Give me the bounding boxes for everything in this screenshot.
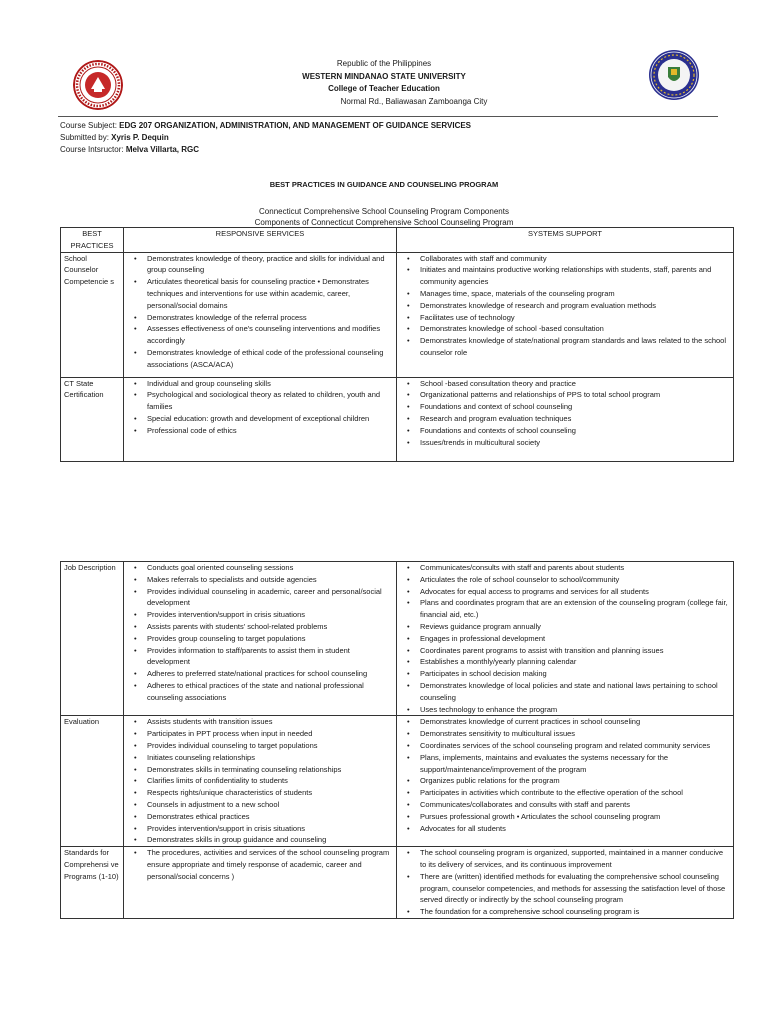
list-item: • Uses technology to enhance the program — [420, 704, 730, 716]
list-item: • School -based consultation theory and practice — [420, 378, 730, 390]
list-item: • Plans and coordinates program that are an extension of the counseling program (college fair, financial aid, etc.) — [420, 597, 730, 621]
republic-line: Republic of the Philippines — [336, 59, 432, 68]
college-name: College of Teacher Education — [328, 84, 440, 93]
table-row — [61, 562, 734, 716]
list-item: • There are (written) identified methods for evaluating the comprehensive school counseling program, counselor competencies, and methods for assessing the satisfaction level of those served directly or indirectly by the school counseling program — [420, 871, 730, 906]
list-item: • Provides intervention/support in crisis situations — [147, 823, 393, 835]
list-item: • Professional code of ethics — [147, 425, 393, 437]
list-item: • Foundations and contexts of school counseling — [420, 425, 730, 437]
list-item: • Plans, implements, maintains and evaluates the systems necessary for the support/maintenance/improvement of the program — [420, 752, 730, 776]
list-item: • Assists parents with students' school-related problems — [147, 621, 393, 633]
list-item: • Demonstrates knowledge of theory, practice and skills for individual and group counseling — [147, 253, 393, 277]
list-item: • The procedures, activities and services of the school counseling program ensure appropriate and timely response of academic, career and personal/social concerns ) — [147, 847, 393, 882]
bullet-list — [127, 562, 393, 704]
subtitle-line-2: Components of Connecticut Comprehensive School Counseling Program — [254, 217, 514, 227]
list-item: • Adheres to ethical practices of the state and national professional counseling associations — [147, 680, 393, 704]
list-item: • Coordinates parent programs to assist with transition and planning issues — [420, 645, 730, 657]
table-row — [61, 252, 734, 377]
list-item: • Establishes a monthly/yearly planning calendar — [420, 656, 730, 668]
bullet-list — [400, 378, 730, 449]
list-item: • Participates in school decision making — [420, 668, 730, 680]
list-item: • Participates in PPT process when input in needed — [147, 728, 393, 740]
best-practices-table-continued — [60, 561, 734, 919]
list-item: • Collaborates with staff and community — [420, 253, 730, 265]
list-item: • Assesses effectiveness of one's counseling interventions and modifies accordingly — [147, 323, 393, 347]
list-item: • Advocates for all students — [420, 823, 730, 835]
row-label: CT State Certification — [61, 377, 124, 461]
responsive-services-cell — [124, 562, 397, 716]
list-item: • Advocates for equal access to programs and services for all students — [420, 586, 730, 598]
list-item: • Counsels in adjustment to a new school — [147, 799, 393, 811]
list-item: • Coordinates services of the school counseling program and related community services — [420, 740, 730, 752]
list-item: • Demonstrates knowledge of ethical code of the professional counseling associations (ASCA/ACA) — [147, 347, 393, 371]
list-item: • Initiates counseling relationships — [147, 752, 393, 764]
bullet-list — [400, 716, 730, 834]
list-item: • Engages in professional development — [420, 633, 730, 645]
row-label: Evaluation — [61, 716, 124, 847]
bullet-list — [127, 847, 393, 882]
document-title: BEST PRACTICES IN GUIDANCE AND COUNSELING PROGRAM — [269, 180, 499, 189]
university-name: WESTERN MINDANAO STATE UNIVERSITY — [302, 71, 466, 81]
course-subject: EDG 207 ORGANIZATION, ADMINISTRATION, AND MANAGEMENT OF GUIDANCE SERVICES — [119, 121, 472, 130]
list-item: • Participates in activities which contribute to the effective operation of the school — [420, 787, 730, 799]
list-item: • Demonstrates knowledge of the referral process — [147, 312, 393, 324]
list-item: • Articulates theoretical basis for counseling practice • Demonstrates techniques and interventions for use within academic, career, personal/social domains — [147, 276, 393, 311]
bullet-list — [127, 378, 393, 437]
header-divider — [58, 116, 718, 117]
list-item: • Communicates/collaborates and consults with staff and parents — [420, 799, 730, 811]
list-item: • Assists students with transition issues — [147, 716, 393, 728]
header-responsive-services: RESPONSIVE SERVICES — [124, 228, 397, 253]
bullet-list — [400, 847, 730, 918]
bullet-list — [400, 562, 730, 715]
course-instructor-label: Course Intsructor: — [60, 145, 126, 154]
list-item: • Demonstrates knowledge of school -based consultation — [420, 323, 730, 335]
systems-support-cell — [397, 847, 734, 919]
table-row — [61, 847, 734, 919]
table-header-row — [61, 228, 734, 253]
list-item: • Demonstrates knowledge of local policies and state and national laws pertaining to school counseling — [420, 680, 730, 704]
systems-support-cell — [397, 562, 734, 716]
row-label: Job Description — [61, 562, 124, 716]
list-item: • Foundations and context of school counseling — [420, 401, 730, 413]
row-label: Standards for Comprehensi ve Programs (1-10) — [61, 847, 124, 919]
list-item: • The school counseling program is organized, supported, maintained in a manner conducive to its delivery of services, and its continuous improvement — [420, 847, 730, 871]
list-item: • Pursues professional growth • Articulates the school counseling program — [420, 811, 730, 823]
responsive-services-cell — [124, 377, 397, 461]
responsive-services-cell — [124, 252, 397, 377]
course-instructor: Melva Villarta, RGC — [125, 145, 200, 154]
list-item: • Respects rights/unique characteristics of students — [147, 787, 393, 799]
row-label: School Counselor Competencie s — [61, 252, 124, 377]
list-item: • Manages time, space, materials of the counseling program — [420, 288, 730, 300]
systems-support-cell — [397, 377, 734, 461]
submitted-by-label: Submitted by: — [60, 133, 112, 142]
list-item: • Demonstrates knowledge of state/national program standards and laws related to the school counselor role — [420, 335, 730, 359]
list-item: • Provides individual counseling to target populations — [147, 740, 393, 752]
document-subtitle — [0, 207, 768, 228]
list-item: • Provides group counseling to target populations — [147, 633, 393, 645]
list-item: • Initiates and maintains productive working relationships with students, staff, parents and community agencies — [420, 264, 730, 288]
submitted-by: Xyris P. Dequin — [111, 133, 169, 142]
list-item: • Provides information to staff/parents to assist them in student development — [147, 645, 393, 669]
list-item: • Articulates the role of school counselor to school/community — [420, 574, 730, 586]
responsive-services-cell — [124, 847, 397, 919]
list-item: • Demonstrates ethical practices — [147, 811, 393, 823]
list-item: • Provides intervention/support in crisis situations — [147, 609, 393, 621]
list-item: • Conducts goal oriented counseling sessions — [147, 562, 393, 574]
list-item: • Special education: growth and development of exceptional children — [147, 413, 393, 425]
table-row — [61, 716, 734, 847]
list-item: • Adheres to preferred state/national practices for school counseling — [147, 668, 393, 680]
bullet-list — [400, 253, 730, 359]
bullet-list — [127, 253, 393, 371]
list-item: • Demonstrates skills in terminating counseling relationships — [147, 764, 393, 776]
list-item: • Demonstrates knowledge of research and program evaluation methods — [420, 300, 730, 312]
best-practices-table — [60, 227, 734, 462]
letterhead — [0, 58, 768, 108]
header-systems-support: SYSTEMS SUPPORT — [397, 228, 734, 253]
responsive-services-cell — [124, 716, 397, 847]
list-item: • Clarifies limits of confidentiality to students — [147, 775, 393, 787]
list-item: • Demonstrates sensitivity to multicultural issues — [420, 728, 730, 740]
list-item: • Demonstrates knowledge of current practices in school counseling — [420, 716, 730, 728]
list-item: • Demonstrates skills in group guidance and counseling — [147, 834, 393, 846]
header-best-practices: BEST PRACTICES — [61, 228, 124, 253]
list-item: • Makes referrals to specialists and outside agencies — [147, 574, 393, 586]
address-line: Normal Rd., Baliawasan Zamboanga City — [340, 96, 488, 106]
table-row — [61, 377, 734, 461]
list-item: • Organizes public relations for the program — [420, 775, 730, 787]
course-info — [60, 120, 471, 156]
list-item: • Communicates/consults with staff and parents about students — [420, 562, 730, 574]
list-item: • Organizational patterns and relationships of PPS to total school program — [420, 389, 730, 401]
list-item: • Reviews guidance program annually — [420, 621, 730, 633]
course-subject-label: Course Subject: — [60, 121, 120, 130]
list-item: • Facilitates use of technology — [420, 312, 730, 324]
list-item: • Issues/trends in multicultural society — [420, 437, 730, 449]
list-item: • Individual and group counseling skills — [147, 378, 393, 390]
list-item: • Psychological and sociological theory as related to children, youth and families — [147, 389, 393, 413]
list-item: • Provides individual counseling in academic, career and personal/social development — [147, 586, 393, 610]
systems-support-cell — [397, 252, 734, 377]
systems-support-cell — [397, 716, 734, 847]
list-item: • The foundation for a comprehensive school counseling program is — [420, 906, 730, 918]
subtitle-line-1: Connecticut Comprehensive School Counseling Program Components — [259, 207, 509, 216]
list-item: • Research and program evaluation techniques — [420, 413, 730, 425]
bullet-list — [127, 716, 393, 846]
